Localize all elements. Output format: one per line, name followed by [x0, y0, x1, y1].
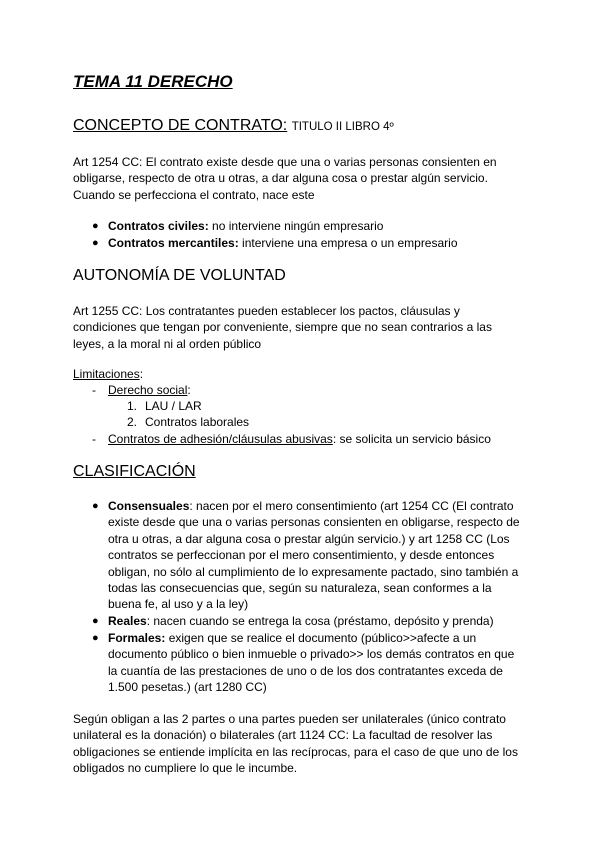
concepto-heading-suffix: TITULO II LIBRO 4º: [291, 121, 394, 133]
bullet-icon: ●: [92, 500, 99, 512]
autonomia-heading: AUTONOMÍA DE VOLUNTAD: [73, 267, 286, 284]
adhesion-text: : se solicita un servicio básico: [332, 432, 491, 446]
list-item-mercantiles: [108, 235, 458, 251]
list-item-text: no interviene ningún empresario: [208, 219, 384, 233]
list-item-text: : nacen cuando se entrega la cosa (préstamo, depósito y prenda): [146, 614, 494, 628]
paragraph-line: condiciones que tengan por conveniente, siempre que no sean contrarios a las: [73, 320, 492, 335]
paragraph-line: exigen que se realice el documento (público>>afecte a un: [165, 631, 477, 645]
clasificacion-heading: CLASIFICACIÓN: [73, 463, 196, 480]
paragraph-line: nacen por el mero consentimiento (art 1254 CC (El contrato: [196, 499, 514, 513]
list-item-civiles: [108, 218, 383, 234]
list-item-label: Contratos mercantiles:: [108, 236, 239, 250]
list-item-label: Formales:: [108, 631, 166, 645]
list-item-consensuales: Consensuales: nacen por el mero consentimiento (art 1254 CC (El contrato existe desde que una o varias personas consienten en obligarse, respecto de otra u otras, a dar alguna cosa o prestar algún servicio.) y art 1258 CC (Los contratos se perfeccionan por el mero consentimiento, y desde entonces obligan, no sólo al cumplimiento de lo expresamente pactado, sino también a todas las consecuencias que, según su naturaleza, sean conformes a la buena fe, al uso y a la ley): [108, 498, 528, 613]
paragraph-line: Según obligan a las 2 partes o una partes pueden ser unilaterales (único contrato: [73, 712, 506, 726]
concepto-heading: [73, 117, 394, 135]
numbered-item: Contratos laborales: [145, 415, 250, 429]
paragraph-line: obligan, no sólo al cumplimiento de lo expresamente pactado, sino también a: [108, 564, 519, 579]
paragraph-line: la cuantía de las prestaciones de uno o de los dos contratantes exceda de: [108, 663, 503, 678]
bullet-icon: ●: [92, 237, 99, 249]
derecho-social-text: Derecho social: [108, 383, 188, 397]
list-item-label: Consensuales: [108, 499, 190, 513]
paragraph-line: Cuando se perfecciona el contrato, nace este: [73, 187, 315, 202]
list-item-formales: [108, 630, 528, 696]
paragraph-line: Art 1255 CC: Los contratantes pueden establecer los pactos, cláusulas y: [73, 304, 460, 318]
paragraph-line: todas las consecuencias que, según su naturaleza, sean conformes a la: [108, 581, 492, 596]
dash-icon: -: [92, 383, 96, 397]
list-item-text: interviene una empresa o un empresario: [238, 236, 458, 250]
paragraph-line: unilateral es la donación) o bilaterales (art 1124 CC: La facultad de resolver las: [73, 728, 493, 743]
list-item-reales: [108, 613, 494, 629]
paragraph-line: obligarse, respecto de otra u otras, a dar alguna cosa o prestar algún servicio.: [73, 171, 488, 186]
paragraph-line: otra u otras, a dar alguna cosa o prestar algún servicio.) y art 1258 CC (Los: [108, 531, 510, 546]
paragraph-line: Art 1254 CC: El contrato existe desde que una o varias personas consienten en: [73, 155, 497, 169]
adhesion-item: [108, 431, 491, 447]
list-item-label: Contratos civiles:: [108, 219, 209, 233]
numbered-marker: 1.: [127, 399, 138, 413]
limitaciones-colon: :: [139, 367, 144, 381]
list-item-label: Reales: [108, 614, 147, 628]
bullet-icon: ●: [92, 632, 99, 644]
paragraph-line: existe desde que una o varias personas consienten en obligarse, respecto de: [108, 515, 520, 530]
dash-icon: -: [92, 432, 96, 446]
paragraph-line: contratos se perfeccionan por el mero consentimiento, y desde entonces: [108, 548, 495, 563]
numbered-marker: 2.: [127, 415, 138, 429]
bullet-icon: ●: [92, 615, 99, 627]
adhesion-label: Contratos de adhesión/cláusulas abusivas: [108, 432, 333, 446]
limitaciones-label: [73, 366, 143, 382]
bullet-icon: ●: [92, 220, 99, 232]
derecho-social-colon: :: [187, 383, 191, 397]
autonomia-paragraph: [73, 303, 533, 352]
derecho-social-item: [108, 382, 191, 398]
clasificacion-final-paragraph: [73, 711, 543, 777]
limitaciones-text: Limitaciones: [73, 367, 140, 381]
paragraph-line: leyes, a la moral ni al orden público: [73, 336, 262, 351]
paragraph-line: obligaciones se entiende implícita en las recíprocas, para el caso de que uno de los: [73, 744, 518, 759]
concepto-paragraph: [73, 154, 533, 203]
concepto-heading-text: CONCEPTO DE CONTRATO:: [73, 117, 288, 134]
page-title: TEMA 11 DERECHO: [73, 72, 233, 91]
paragraph-line: documento público o bien inmueble o privado>> los demás contratos en que: [108, 647, 515, 662]
numbered-item: LAU / LAR: [145, 399, 202, 413]
paragraph-line: 1.500 pesetas.) (art 1280 CC): [108, 680, 267, 695]
paragraph-line: buena fe, al uso y a la ley): [108, 597, 249, 612]
paragraph-line: obligados no cumpliere lo que le incumbe.: [73, 761, 298, 776]
